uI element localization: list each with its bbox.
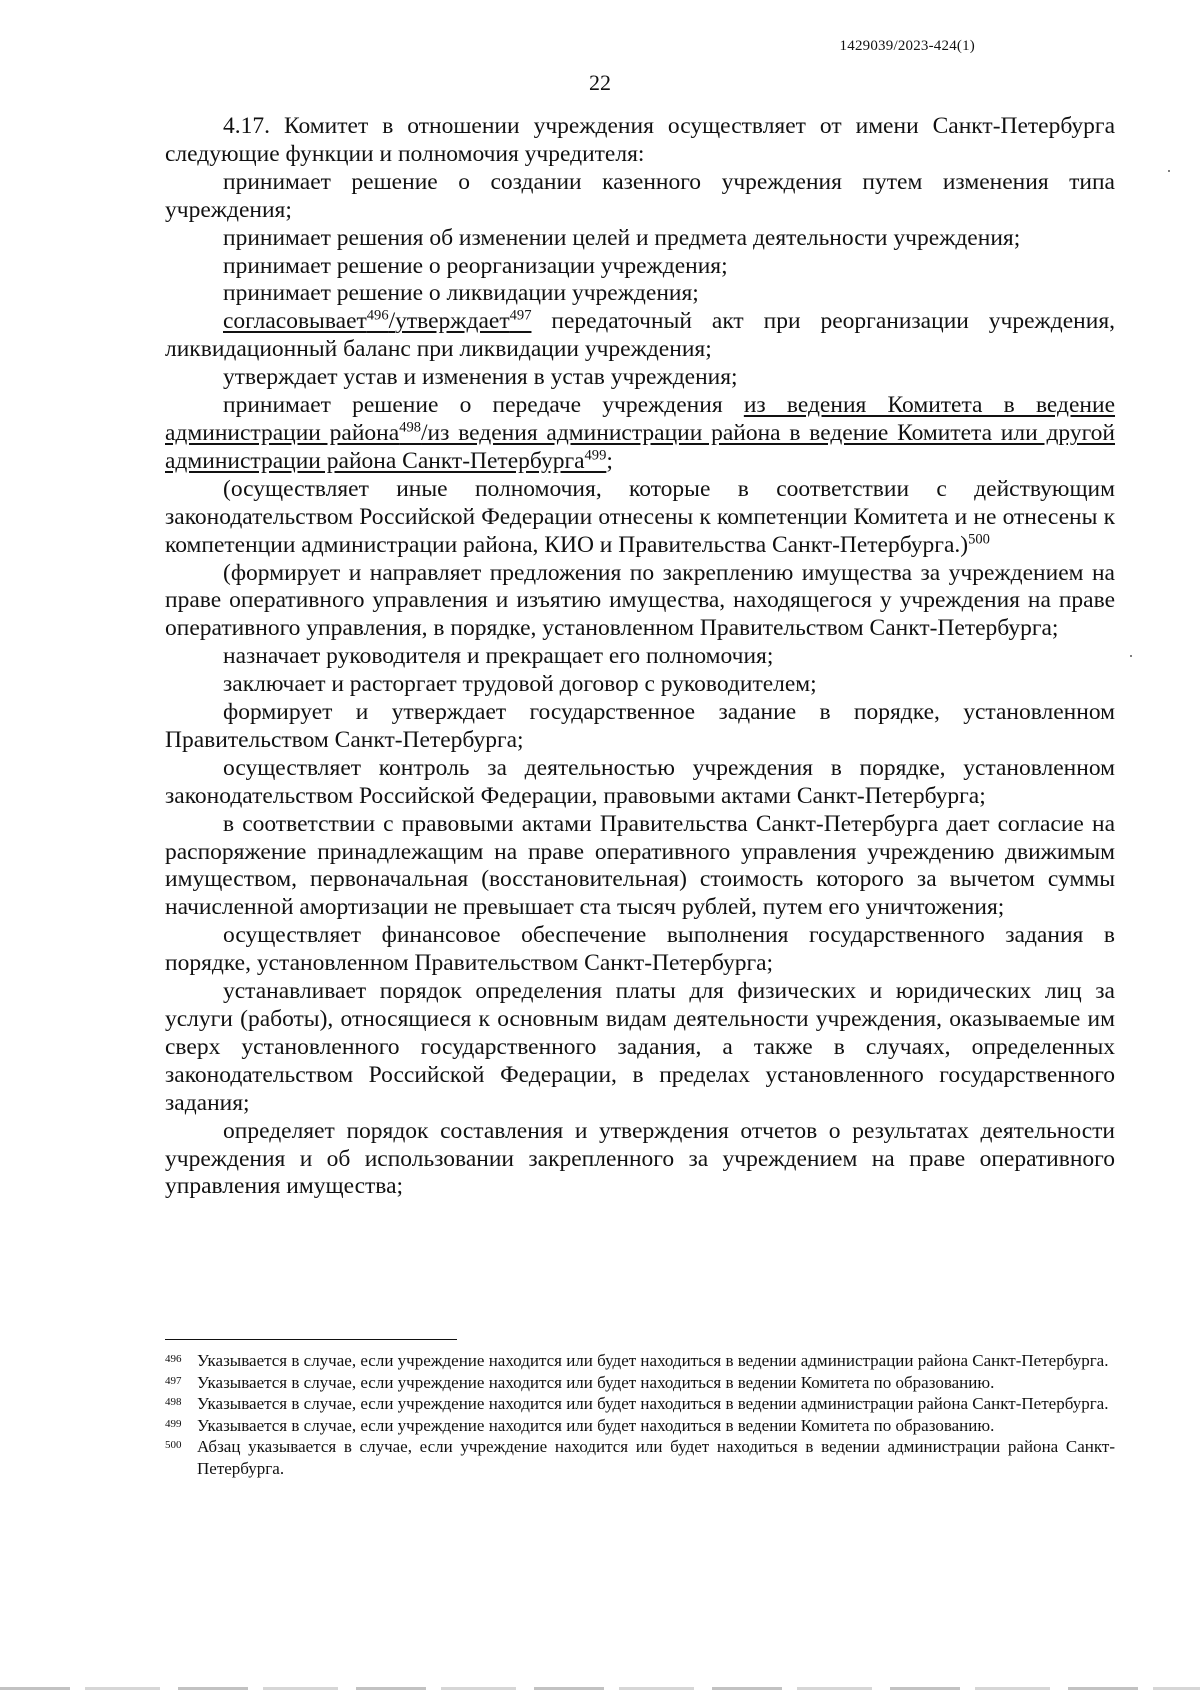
footnote-ref: 496 — [366, 307, 389, 324]
scan-speck — [1168, 170, 1170, 172]
footnote-ref: 497 — [509, 307, 532, 324]
paragraph: принимает решение о ликвидации учреждения; — [223, 280, 699, 307]
footnote: 500 Абзац указывается в случае, если учреждение находится или будет находиться в ведении администрации района Санкт-Петербурга. — [165, 1437, 1115, 1478]
paragraph: (формирует и направляет предложения по закреплению имущества за учреждением на праве оперативного управления и изъятию имущества, находящегося у учреждения на праве оперативного управления, в порядке, установленном Правительством Санкт-Петербурга; — [165, 559, 1115, 642]
paragraph: заключает и расторгает трудовой договор с руководителем; — [223, 671, 817, 698]
footnote-text: Указывается в случае, если учреждение находится или будет находиться в ведении Комитета по образованию. — [197, 1372, 995, 1392]
scan-edge-artifact — [0, 1687, 1200, 1690]
footnote-text: Указывается в случае, если учреждение находится или будет находиться в ведении Комитета по образованию. — [197, 1415, 995, 1435]
document-body — [165, 113, 1115, 1201]
paragraph: назначает руководителя и прекращает его полномочия; — [223, 643, 774, 670]
underlined-word: согласовывает — [223, 308, 367, 335]
footnote-ref: 498 — [399, 419, 422, 436]
footnote: 497 Указывается в случае, если учреждение находится или будет находиться в ведении Комитета по образованию. — [165, 1372, 995, 1392]
paragraph: в соответствии с правовыми актами Правительства Санкт-Петербурга дает согласие на распоряжение принадлежащим на праве оперативного управления учреждению движимым имуществом, первоначальная (восстановительная) стоимость которого за вычетом суммы начисленной амортизации не превышает ста тысяч рублей, путем его уничтожения; — [165, 810, 1115, 921]
paragraph — [165, 308, 1115, 364]
footnote-ref: 500 — [968, 531, 990, 548]
paragraph-text: (осуществляет иные полномочия, которые в соответствии с действующим законодательством Российской Федерации отнесены к компетенции Комитета и не отнесены к компетенции администрации района, КИО и Правительства Санкт-Петербурга.) — [165, 475, 1115, 558]
document-number: 1429039/2023-424(1) — [839, 38, 975, 54]
footnote-text: Абзац указывается в случае, если учреждение находится или будет находиться в ведении администрации района Санкт-Петербурга. — [197, 1437, 1115, 1478]
paragraph: осуществляет финансовое обеспечение выполнения государственного задания в порядке, установленном Правительством Санкт-Петербурга; — [165, 922, 1115, 977]
footnote-ref: 499 — [584, 447, 607, 464]
paragraph-text: ; — [606, 447, 613, 474]
underlined-word: утверждает — [395, 308, 510, 335]
paragraph: принимает решение о создании казенного учреждения путем изменения типа учреждения; — [165, 168, 1115, 223]
underlined-phrase: /из ведения администрации района в ведение Комитета или другой администрации района Санкт-Петербурга — [165, 419, 1115, 474]
footnote-text: Указывается в случае, если учреждение находится или будет находиться в ведении администрации района Санкт-Петербурга. — [197, 1394, 1109, 1414]
paragraph: формирует и утверждает государственное задание в порядке, установленном Правительством Санкт-Петербурга; — [165, 699, 1115, 753]
footnote: 496 Указывается в случае, если учреждение находится или будет находиться в ведении администрации района Санкт-Петербурга. — [165, 1351, 1109, 1370]
slash-text: / — [388, 308, 396, 335]
paragraph: осуществляет контроль за деятельностью учреждения в порядке, установленном законодательством Российской Федерации, правовыми актами Санкт-Петербурга; — [165, 754, 1115, 809]
paragraph — [165, 476, 1115, 560]
paragraph-text: принимает решение о передаче учреждения — [223, 392, 744, 419]
underlined-text — [223, 308, 531, 334]
page-number: 22 — [589, 70, 611, 95]
paragraph: определяет порядок составления и утверждения отчетов о результатах деятельности учреждения и об использовании закрепленного за учреждением на праве оперативного управления имущества; — [165, 1117, 1115, 1200]
paragraph: утверждает устав и изменения в устав учреждения; — [223, 364, 738, 391]
paragraph-text: передаточный акт при реорганизации учреждения, ликвидационный баланс при ликвидации учреждения; — [165, 308, 1115, 363]
footnote: 498 Указывается в случае, если учреждение находится или будет находиться в ведении администрации района Санкт-Петербурга. — [165, 1394, 1109, 1414]
footnote-text: Указывается в случае, если учреждение находится или будет находиться в ведении администрации района Санкт-Петербурга. — [197, 1351, 1109, 1370]
footnotes — [165, 1350, 1115, 1480]
paragraph: устанавливает порядок определения платы для физических и юридических лиц за услуги (работы), относящиеся к основным видам деятельности учреждения, оказываемые им сверх установленного государственного задания, а также в случаях, определенных законодательством Российской Федерации, в пределах установленного государственного задания; — [165, 978, 1115, 1116]
scan-speck — [1130, 655, 1132, 657]
paragraph: принимает решения об изменении целей и предмета деятельности учреждения; — [223, 224, 1021, 251]
footnote-separator — [165, 1339, 457, 1340]
underlined-phrase: из ведения Комитета в ведение администрации района — [165, 392, 1116, 446]
paragraph: принимает решение о реорганизации учреждения; — [223, 252, 728, 279]
paragraph — [165, 392, 1115, 476]
paragraph: 4.17. Комитет в отношении учреждения осуществляет от имени Санкт-Петербурга следующие функции и полномочия учредителя: — [165, 113, 1115, 167]
footnote: 499 Указывается в случае, если учреждение находится или будет находиться в ведении Комитета по образованию. — [165, 1415, 995, 1435]
